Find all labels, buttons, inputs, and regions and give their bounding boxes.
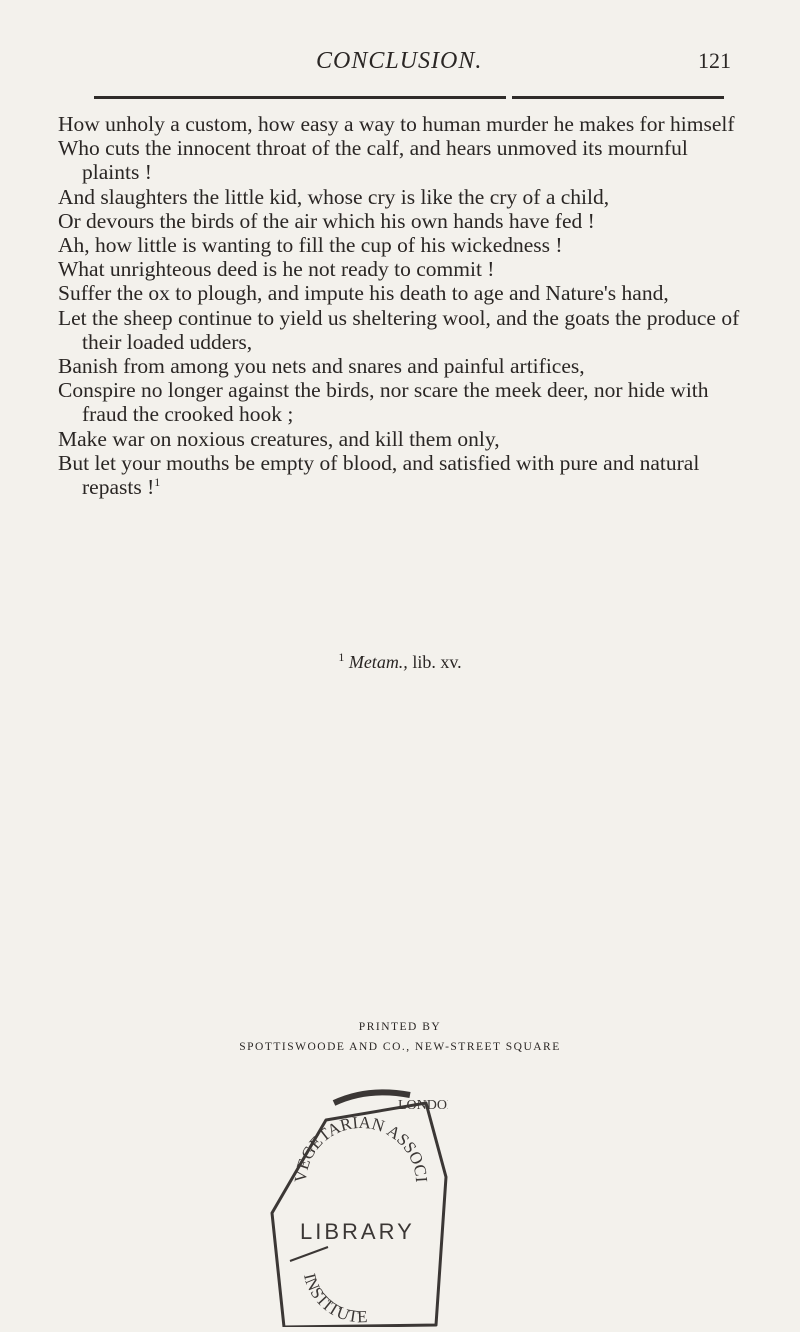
poem-line: Make war on noxious creatures, and kill them only, [58,426,500,451]
footnote-work-title: Metam., [348,652,408,672]
stamp-ring-lower-path: INSTITUTE [300,1271,368,1327]
poem-line: Who cuts the innocent throat of the calf, and hears unmoved its mournful plaints ! [58,136,688,185]
page-number: 121 [698,48,731,73]
footnote-marker: 1 [338,650,345,664]
stamp-ring-lower-text [300,1271,368,1326]
footnote-reference-mark: 1 [154,474,161,489]
page-header [0,48,800,88]
stamp-ring-upper-path: VEGETARIAN ASSOCI [290,1112,432,1184]
footnote-reference: lib. xv. [412,652,462,672]
running-title: CONCLUSION. [316,48,483,74]
poem-line: Suffer the ox to plough, and impute his death to age and Nature's hand, [58,281,669,306]
stamp-ring-upper-text [268,1065,431,1183]
stamp-middle-text: LIBRARY [300,1219,415,1244]
poem-line: How unholy a custom, how easy a way to human murder he makes for himself [58,112,735,136]
imprint-line-1: PRINTED BY [358,1021,442,1033]
poem-line: Banish from among you nets and snares and painful artifices, [58,354,585,379]
imprint-line-2: SPOTTISWOODE AND CO., NEW-STREET SQUARE [239,1041,561,1053]
footnote [0,652,800,673]
printer-imprint [0,1017,800,1057]
stamp-top-text: LONDO [398,1098,447,1113]
header-rule [94,96,724,99]
poem-line-last [58,451,748,499]
stamp-stroke [290,1247,328,1261]
poem-line: Let the sheep continue to yield us sheltering wool, and the goats the produce of their loaded udders, [58,305,740,354]
poem-line: And slaughters the little kid, whose cry is like the cry of a child, [58,184,610,209]
poem-line: Or devours the birds of the air which his own hands have fed ! [58,208,595,233]
poem-line: What unrighteous deed is he not ready to commit ! [58,257,495,282]
library-stamp-graphic [268,1065,448,1327]
poem-text [58,112,748,499]
poem-line: Conspire no longer against the birds, nor scare the meek deer, nor hide with fraud the crooked hook ; [58,378,709,427]
poem-line: Ah, how little is wanting to fill the cup of his wickedness ! [58,233,563,258]
library-stamp [268,1065,448,1327]
poem-line-text: But let your mouths be empty of blood, and satisfied with pure and natural repasts ! [58,450,700,500]
stamp-border [272,1103,446,1327]
